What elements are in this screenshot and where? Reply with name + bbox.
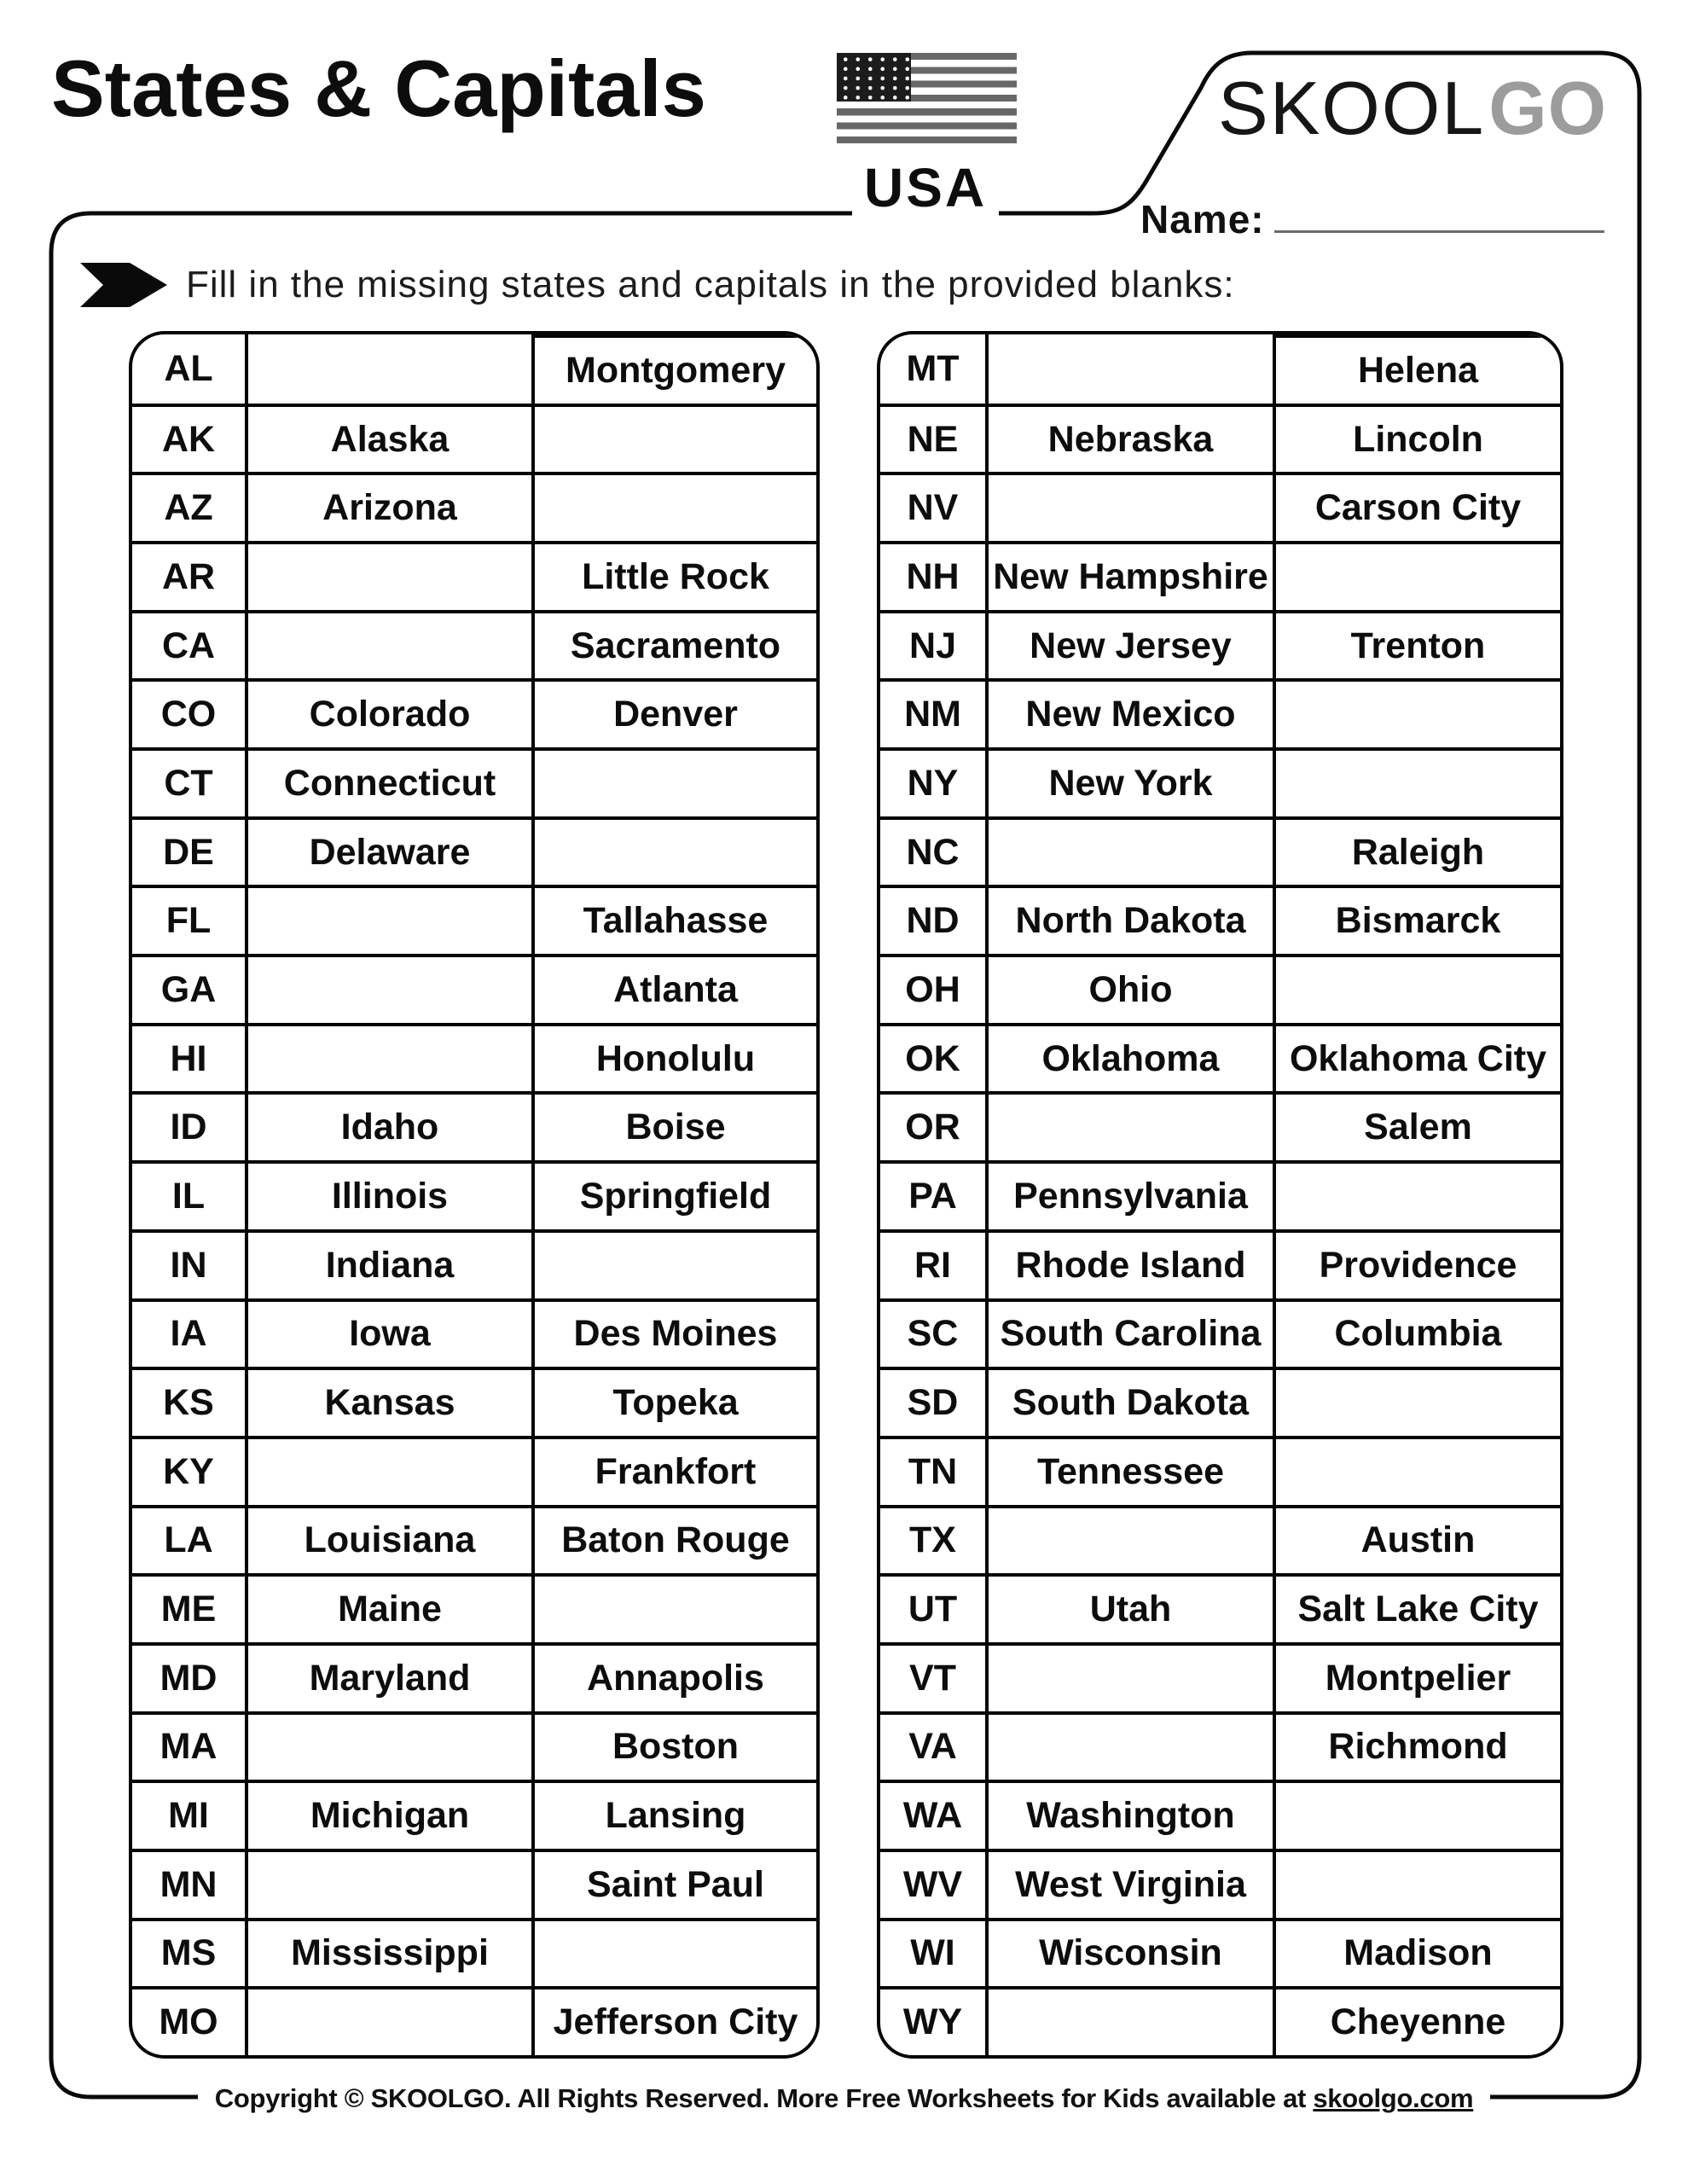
state-abbr-cell: MN <box>132 1849 245 1918</box>
state-capital-cell: Columbia <box>1273 1298 1560 1368</box>
state-capital-cell <box>531 1229 816 1298</box>
state-name-cell: Michigan <box>245 1780 531 1849</box>
footer-middle-text: . All Rights Reserved. More Free Worksheets for Kids available at <box>503 2083 1314 2113</box>
usa-flag-stars <box>837 53 911 102</box>
state-name-cell: Iowa <box>245 1298 531 1368</box>
state-capital-cell: Providence <box>1273 1229 1560 1298</box>
state-name-cell: Oklahoma <box>985 1023 1273 1092</box>
state-abbr-cell: WV <box>880 1849 985 1918</box>
state-capital-cell <box>531 747 816 816</box>
state-name-cell <box>985 1711 1273 1780</box>
state-capital-cell: Topeka <box>531 1367 816 1436</box>
state-name-cell: Colorado <box>245 678 531 747</box>
state-name-cell: New Jersey <box>985 610 1273 679</box>
state-abbr-cell: AR <box>132 541 245 610</box>
state-abbr-cell: CT <box>132 747 245 816</box>
state-capital-cell: Boston <box>531 1711 816 1780</box>
state-capital-cell <box>1273 541 1560 610</box>
usa-flag-icon <box>837 53 1017 143</box>
state-capital-cell <box>531 404 816 473</box>
state-abbr-cell: MT <box>906 347 960 389</box>
state-abbr-cell: NM <box>880 678 985 747</box>
state-capital-cell: Trenton <box>1273 610 1560 679</box>
state-abbr-cell: ID <box>132 1091 245 1160</box>
state-abbr-cell: MS <box>132 1918 245 1987</box>
state-name-cell: Washington <box>985 1780 1273 1849</box>
state-name-cell <box>245 1849 531 1918</box>
state-abbr-cell: SC <box>880 1298 985 1368</box>
skoolgo-logo-go: GO <box>1488 66 1608 150</box>
state-capital-cell: Baton Rouge <box>531 1505 816 1574</box>
state-capital-cell: Annapolis <box>531 1642 816 1711</box>
state-capital-cell <box>1273 1160 1560 1229</box>
state-name-cell <box>245 954 531 1023</box>
state-name-cell: New Mexico <box>985 678 1273 747</box>
state-capital-cell: Helena <box>1273 334 1560 404</box>
state-capital-cell: Cheyenne <box>1273 1986 1560 2055</box>
state-capital-cell: Frankfort <box>531 1436 816 1505</box>
state-name-cell <box>245 1023 531 1092</box>
state-abbr-cell: NY <box>880 747 985 816</box>
state-name-cell <box>245 1986 531 2055</box>
state-abbr-cell: ME <box>132 1573 245 1642</box>
state-name-cell: Connecticut <box>245 747 531 816</box>
state-capital-cell: Raleigh <box>1273 816 1560 886</box>
state-name-cell: New York <box>985 747 1273 816</box>
state-name-cell: Maine <box>245 1573 531 1642</box>
state-abbr-cell: TN <box>880 1436 985 1505</box>
state-name-cell: South Carolina <box>985 1298 1273 1368</box>
instruction-text: Fill in the missing states and capitals in the provided blanks: <box>186 264 1235 305</box>
state-capital-cell: Denver <box>531 678 816 747</box>
state-capital-cell <box>1273 678 1560 747</box>
state-name-cell <box>985 1642 1273 1711</box>
footer-copyright-prefix: Copyright © <box>214 2083 371 2113</box>
state-name-cell: Delaware <box>245 816 531 886</box>
state-capital-cell: Lincoln <box>1273 404 1560 473</box>
state-capital-cell: Sacramento <box>531 610 816 679</box>
state-capital-cell: Boise <box>531 1091 816 1160</box>
state-abbr-cell: IA <box>132 1298 245 1368</box>
state-capital-cell: Richmond <box>1273 1711 1560 1780</box>
state-abbr-cell: WY <box>880 1986 985 2055</box>
state-capital-cell: Springfield <box>531 1160 816 1229</box>
state-name-cell: Rhode Island <box>985 1229 1273 1298</box>
state-name-cell: Tennessee <box>985 1436 1273 1505</box>
state-abbr-cell: KS <box>132 1367 245 1436</box>
footer-brand: SKOOLGO <box>370 2083 504 2113</box>
state-abbr-cell: OK <box>880 1023 985 1092</box>
state-name-cell <box>245 885 531 954</box>
state-abbr-cell: OH <box>880 954 985 1023</box>
state-capital-cell <box>1273 1849 1560 1918</box>
state-abbr-cell: NV <box>880 472 985 541</box>
state-abbr-cell: KY <box>132 1436 245 1505</box>
state-abbr-cell: IL <box>132 1160 245 1229</box>
state-abbr-cell: CA <box>132 610 245 679</box>
state-name-cell: South Dakota <box>985 1367 1273 1436</box>
state-capital-cell: Salem <box>1273 1091 1560 1160</box>
footer-site-link[interactable]: skoolgo.com <box>1313 2083 1474 2113</box>
state-abbr-cell: UT <box>880 1573 985 1642</box>
state-abbr-cell: NH <box>880 541 985 610</box>
state-capital-cell: Montpelier <box>1273 1642 1560 1711</box>
state-abbr-cell: RI <box>880 1229 985 1298</box>
state-name-cell: Indiana <box>245 1229 531 1298</box>
state-abbr-cell: HI <box>132 1023 245 1092</box>
state-capital-cell <box>1273 1436 1560 1505</box>
state-name-cell: Maryland <box>245 1642 531 1711</box>
state-abbr-cell: CO <box>132 678 245 747</box>
state-abbr-cell: VA <box>880 1711 985 1780</box>
state-name-cell <box>245 610 531 679</box>
state-abbr-cell: MD <box>132 1642 245 1711</box>
state-name-cell: Mississippi <box>245 1918 531 1987</box>
state-capital-cell: Saint Paul <box>531 1849 816 1918</box>
state-capital-cell: Oklahoma City <box>1273 1023 1560 1092</box>
state-abbr-cell: SD <box>880 1367 985 1436</box>
name-label: Name: <box>1140 197 1265 241</box>
state-abbr-cell: PA <box>880 1160 985 1229</box>
state-abbr-cell: WA <box>880 1780 985 1849</box>
footer <box>0 2082 1688 2116</box>
state-capital-cell: Bismarck <box>1273 885 1560 954</box>
state-abbr-cell: AL <box>164 347 213 389</box>
state-capital-cell: Lansing <box>531 1780 816 1849</box>
state-capital-cell <box>531 472 816 541</box>
state-capital-cell: Honolulu <box>531 1023 816 1092</box>
state-name-cell <box>985 816 1273 886</box>
state-abbr-cell: NC <box>880 816 985 886</box>
state-abbr-cell: LA <box>132 1505 245 1574</box>
state-capital-cell: Montgomery <box>531 334 816 404</box>
state-abbr-cell: MI <box>132 1780 245 1849</box>
state-capital-cell <box>1273 954 1560 1023</box>
state-capital-cell: Jefferson City <box>531 1986 816 2055</box>
state-name-cell: West Virginia <box>985 1849 1273 1918</box>
state-capital-cell: Tallahasse <box>531 885 816 954</box>
state-capital-cell: Des Moines <box>531 1298 816 1368</box>
state-name-cell: New Hampshire <box>985 541 1273 610</box>
state-name-cell <box>985 1986 1273 2055</box>
state-capital-cell: Atlanta <box>531 954 816 1023</box>
state-name-cell <box>985 1505 1273 1574</box>
instruction-row <box>80 263 1235 307</box>
state-abbr-cell: WI <box>880 1918 985 1987</box>
state-name-cell: Kansas <box>245 1367 531 1436</box>
state-abbr-cell: NJ <box>880 610 985 679</box>
state-capital-cell <box>1273 1367 1560 1436</box>
state-name-cell: Pennsylvania <box>985 1160 1273 1229</box>
state-abbr-cell: AZ <box>132 472 245 541</box>
footer-text <box>198 2082 1491 2116</box>
state-name-cell: Arizona <box>245 472 531 541</box>
state-capital-cell <box>531 1573 816 1642</box>
state-abbr-cell: DE <box>132 816 245 886</box>
state-name-cell: Louisiana <box>245 1505 531 1574</box>
state-abbr-cell: ND <box>880 885 985 954</box>
state-abbr-cell: AK <box>132 404 245 473</box>
state-capital-cell: Madison <box>1273 1918 1560 1987</box>
state-capital-cell <box>1273 747 1560 816</box>
state-name-cell: Wisconsin <box>985 1918 1273 1987</box>
state-name-cell: North Dakota <box>985 885 1273 954</box>
state-name-cell <box>245 1436 531 1505</box>
state-name-cell <box>245 334 531 404</box>
skoolgo-logo <box>1218 65 1607 152</box>
state-name-cell: Utah <box>985 1573 1273 1642</box>
state-capital-cell <box>531 1918 816 1987</box>
state-abbr-cell: GA <box>132 954 245 1023</box>
state-abbr-cell: TX <box>880 1505 985 1574</box>
states-table-left <box>129 331 820 2059</box>
state-name-cell: Ohio <box>985 954 1273 1023</box>
state-abbr-cell: MO <box>132 1986 245 2055</box>
state-name-cell <box>985 1091 1273 1160</box>
state-name-cell: Nebraska <box>985 404 1273 473</box>
state-abbr-cell: MA <box>132 1711 245 1780</box>
state-capital-cell <box>531 816 816 886</box>
state-capital-cell: Salt Lake City <box>1273 1573 1560 1642</box>
state-capital-cell <box>1273 1780 1560 1849</box>
page-title: States & Capitals <box>51 44 706 133</box>
skoolgo-logo-skool: SKOOL <box>1218 66 1486 150</box>
state-name-cell: Idaho <box>245 1091 531 1160</box>
state-abbr-cell: OR <box>880 1091 985 1160</box>
state-name-cell <box>245 541 531 610</box>
usa-label: USA <box>852 157 999 218</box>
state-abbr-cell: NE <box>880 404 985 473</box>
state-name-cell: Alaska <box>245 404 531 473</box>
state-capital-cell: Carson City <box>1273 472 1560 541</box>
state-name-cell: Illinois <box>245 1160 531 1229</box>
state-capital-cell: Little Rock <box>531 541 816 610</box>
state-capital-cell: Austin <box>1273 1505 1560 1574</box>
arrow-icon <box>80 263 167 307</box>
state-abbr-cell: FL <box>132 885 245 954</box>
state-name-cell <box>985 472 1273 541</box>
state-name-cell <box>985 334 1273 404</box>
state-abbr-cell: VT <box>880 1642 985 1711</box>
states-table-right <box>877 331 1563 2059</box>
state-abbr-cell: IN <box>132 1229 245 1298</box>
name-fill-in-line <box>1274 230 1604 233</box>
state-name-cell <box>245 1711 531 1780</box>
